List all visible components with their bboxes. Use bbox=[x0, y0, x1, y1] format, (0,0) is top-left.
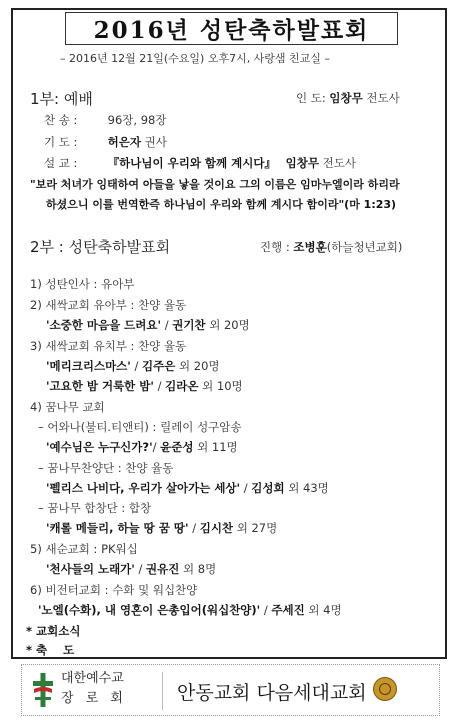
prayer-row bbox=[44, 134, 167, 150]
sermon-row bbox=[44, 155, 356, 171]
program-performance bbox=[38, 602, 342, 618]
program-performance bbox=[46, 317, 250, 333]
separator: / bbox=[164, 318, 169, 332]
separator: / bbox=[138, 562, 143, 576]
item-number: 1) bbox=[30, 277, 42, 291]
program-item bbox=[30, 297, 186, 313]
dash-marker: – bbox=[38, 461, 44, 475]
department-name: 안동교회 다음세대교회 bbox=[177, 682, 367, 704]
item-number: 6) bbox=[30, 583, 42, 597]
leader-title: 전도사 bbox=[366, 91, 400, 105]
event-info: – 2016년 12월 21일(수요일) 오후7시, 사랑샘 친교실 – bbox=[60, 52, 330, 65]
performer-count: 외 27명 bbox=[236, 521, 278, 535]
performer-name: 윤준성 bbox=[160, 440, 194, 454]
item-number: 5) bbox=[30, 542, 42, 556]
separator: / bbox=[243, 481, 248, 495]
item-text: 성탄인사 : 유아부 bbox=[45, 277, 135, 291]
performer-name: 김성희 bbox=[251, 481, 285, 495]
separator: / bbox=[134, 359, 139, 373]
dash-marker: – bbox=[38, 501, 44, 515]
row-label: 설 교 : bbox=[44, 156, 78, 170]
song-title: '노엘(수화), 내 영혼이 은총입어(워십찬양)' bbox=[38, 603, 261, 617]
item-text: 새싹교회 유아부 : 찬양 율동 bbox=[45, 298, 187, 312]
item-text: 새순교회 : PK워십 bbox=[45, 542, 138, 556]
performer-name: 주세진 bbox=[271, 603, 305, 617]
dash-marker: – bbox=[38, 420, 44, 434]
song-title: '캐롤 메들리, 하늘 땅 꿈 땅' bbox=[46, 521, 189, 535]
performer-count: 외 20명 bbox=[209, 318, 250, 332]
item-text: 꿈나무 합창단 : 합창 bbox=[47, 501, 152, 515]
item-text: 어와나(불티.티앤티) : 릴레이 성구암송 bbox=[47, 420, 242, 434]
performer-count: 외 20명 bbox=[178, 359, 220, 373]
performer-name: 권기찬 bbox=[172, 318, 206, 332]
song-title: '고요한 밤 거룩한 밤' bbox=[46, 379, 154, 393]
part2-heading: 2부 : 성탄축하발표회 bbox=[30, 238, 171, 256]
item-text: 새싹교회 유치부 : 찬양 율동 bbox=[45, 339, 187, 353]
program-subitem bbox=[38, 419, 242, 435]
footer-divider bbox=[162, 672, 163, 710]
row-suffix: 전도사 bbox=[322, 156, 356, 170]
song-title: '펠리스 나비다, 우리가 살아가는 세상' bbox=[46, 481, 241, 495]
performer-count: 외 43명 bbox=[288, 481, 329, 495]
program-subitem bbox=[38, 460, 173, 476]
part1-leader bbox=[296, 90, 400, 106]
host-note: (하늘청년교회) bbox=[326, 240, 403, 254]
program-performance bbox=[46, 561, 216, 577]
row-name: 임창무 bbox=[285, 156, 319, 170]
note-benediction: * 축 도 bbox=[26, 643, 75, 657]
item-number: 3) bbox=[30, 339, 42, 353]
church-seal-icon bbox=[373, 677, 397, 701]
program-subitem bbox=[38, 500, 151, 516]
performer-name: 김라온 bbox=[165, 379, 199, 393]
row-name: 허은자 bbox=[107, 135, 141, 149]
program-performance bbox=[46, 378, 243, 394]
item-text: 꿈나무찬양단 : 찬양 율동 bbox=[47, 461, 174, 475]
program-performance bbox=[46, 480, 329, 496]
performer-count: 외 11명 bbox=[197, 440, 238, 454]
program-performance bbox=[46, 520, 277, 536]
performer-name: 김시찬 bbox=[199, 521, 234, 535]
denomination-line1: 대한예수교 bbox=[61, 671, 124, 686]
row-suffix: 권사 bbox=[144, 135, 167, 149]
program-item bbox=[30, 276, 134, 292]
row-value: 96장, 98장 bbox=[107, 113, 167, 127]
page-title: 2016년 성탄축하발표회 bbox=[65, 12, 398, 45]
host-label: 진행 : bbox=[260, 240, 290, 254]
performer-count: 외 4명 bbox=[308, 603, 342, 617]
program-performance bbox=[46, 439, 238, 455]
performer-name: 김주은 bbox=[142, 359, 176, 373]
song-title: '천사들의 노래가' bbox=[46, 562, 135, 576]
item-number: 2) bbox=[30, 298, 42, 312]
performer-count: 외 10명 bbox=[202, 379, 243, 393]
song-title: '소중한 마음을 드려요' bbox=[46, 318, 162, 332]
separator: / bbox=[192, 521, 197, 535]
item-text: 꿈나무 교회 bbox=[45, 400, 105, 414]
bible-verse-line1: "보라 처녀가 잉태하여 아들을 낳을 것이요 그의 이름은 임마누엘이라 하리라 bbox=[30, 178, 400, 191]
church-cross-logo-icon bbox=[32, 673, 54, 707]
sermon-title: 『하나님이 우리와 함께 계시다』 bbox=[107, 156, 276, 170]
separator: / bbox=[157, 379, 162, 393]
item-text: 비전터교회 : 수화 및 워십찬양 bbox=[45, 583, 198, 597]
program-item bbox=[30, 338, 186, 354]
program-item bbox=[30, 582, 197, 598]
leader-name: 임창무 bbox=[329, 91, 363, 105]
row-label: 찬 송 : bbox=[44, 113, 78, 127]
program-item bbox=[30, 541, 138, 557]
host-name: 조병훈 bbox=[293, 240, 327, 254]
separator: / bbox=[263, 603, 268, 617]
item-number: 4) bbox=[30, 400, 42, 414]
denomination-name bbox=[61, 669, 127, 709]
part2-host bbox=[260, 239, 402, 255]
program-item bbox=[30, 399, 105, 415]
song-title: '예수님은 누구신가?' bbox=[46, 440, 153, 454]
part1-heading: 1부: 예배 bbox=[30, 90, 93, 108]
hymn-row bbox=[44, 112, 166, 128]
program-performance bbox=[46, 358, 220, 374]
bible-verse-line2: 하셨으니 이를 번역한즉 하나님이 우리와 함께 계시다 함이라"(마 1:23) bbox=[46, 198, 397, 211]
performer-name: 권유진 bbox=[146, 562, 180, 576]
leader-label: 인 도: bbox=[296, 91, 326, 105]
performer-count: 외 8명 bbox=[182, 562, 217, 576]
note-church-news: * 교회소식 bbox=[26, 624, 81, 638]
song-title: '메리크리스마스' bbox=[46, 359, 131, 373]
separator: / bbox=[152, 440, 157, 454]
denomination-line2: 장 로 회 bbox=[61, 691, 127, 706]
row-label: 기 도 : bbox=[44, 135, 78, 149]
